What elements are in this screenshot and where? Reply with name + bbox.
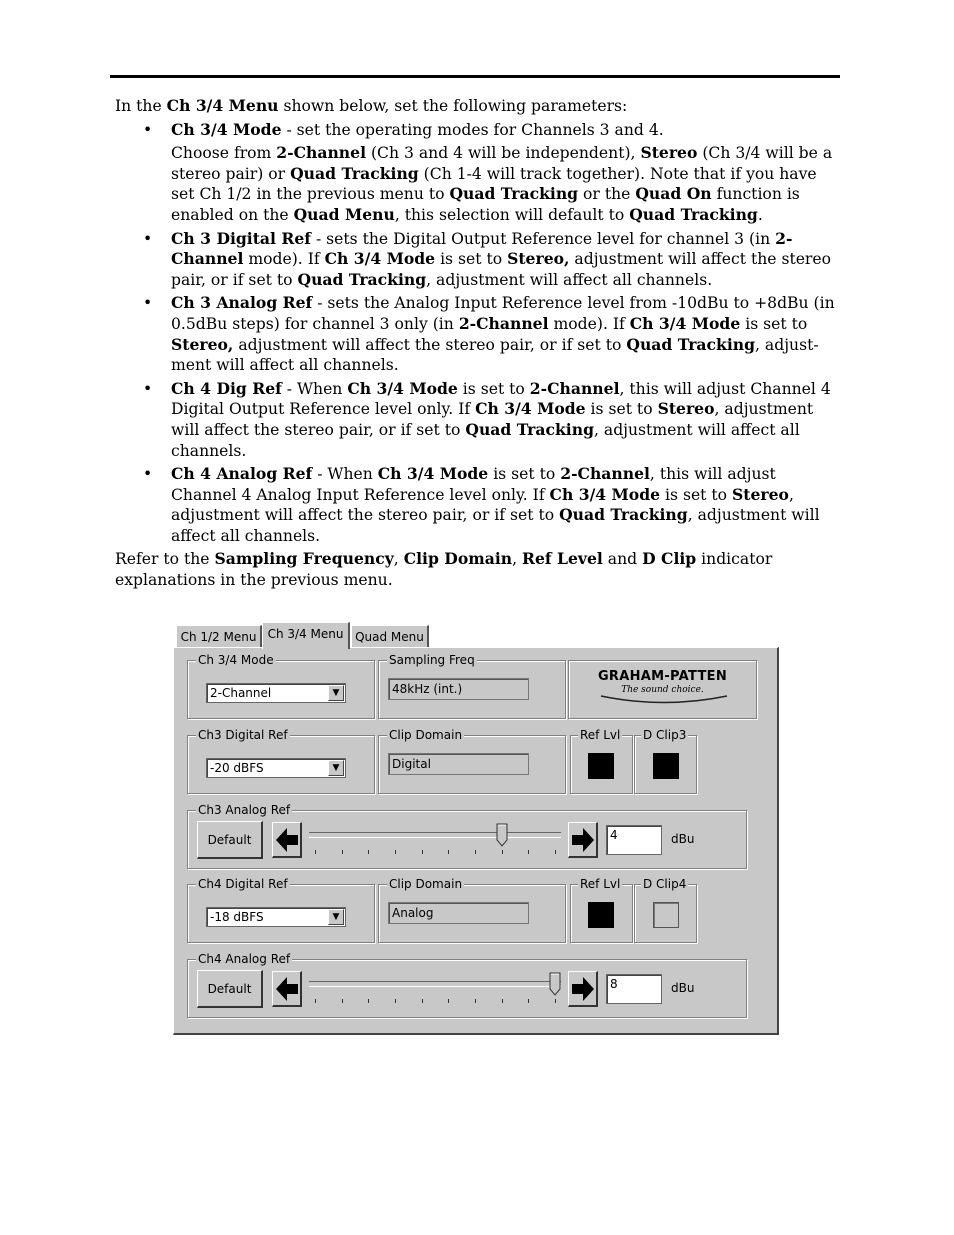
ch3-digital-ref-value: -20 dBFS — [210, 761, 264, 775]
tab-quad-menu[interactable]: Quad Menu — [351, 625, 429, 647]
ch4-dclip-indicator — [653, 902, 679, 928]
logo-tagline: The sound choice. — [621, 685, 704, 695]
ch3-ref-lvl-indicator — [588, 753, 614, 779]
ch3-ref-lvl-group — [570, 728, 633, 794]
ch4-increase-button[interactable] — [568, 971, 598, 1007]
slider-tick — [368, 999, 369, 1003]
ch4-decrease-button[interactable] — [272, 971, 302, 1007]
slider-tick — [315, 999, 316, 1003]
slider-tick — [448, 999, 449, 1003]
ch4-analog-ref-label: Ch4 Analog Ref — [198, 952, 291, 966]
parameter-list — [115, 120, 840, 547]
ch3-decrease-button[interactable] — [272, 822, 302, 858]
sampling-freq-group — [378, 653, 566, 719]
sampling-freq-display: 48kHz (int.) — [388, 678, 529, 700]
ch3-unit-label: dBu — [671, 832, 695, 846]
slider-tick — [395, 999, 396, 1003]
slider-tick — [395, 850, 396, 854]
list-item: • Ch 3 Digital Ref - sets the Digital Output Reference level for channel 3 (in 2-Channel mode). If Ch 3/4 Mode is set to Stereo, adjustment will affect the stereo pair, or if set to Quad Tracking, adjustment will affect all channels. — [115, 229, 840, 291]
ch3-digital-ref-label: Ch3 Digital Ref — [198, 728, 288, 742]
ch34-mode-group — [187, 653, 375, 719]
slider-tick — [528, 999, 529, 1003]
slider-tick — [555, 850, 556, 854]
list-item: • Ch 4 Dig Ref - When Ch 3/4 Mode is set to 2-Channel, this will adjust Channel 4 Digital Output Reference level only. If Ch 3/4 Mode is set to Stereo, adjustment will affect the stereo pair, or if set to Quad Tracking, adjustment will affect all channels. — [115, 379, 840, 461]
ch4-digital-ref-label: Ch4 Digital Ref — [198, 877, 288, 891]
chevron-down-icon[interactable]: ▼ — [328, 685, 344, 701]
slider-tick — [342, 999, 343, 1003]
tab-ch34-menu[interactable]: Ch 3/4 Menu — [262, 622, 350, 649]
ch34-mode-value: 2-Channel — [210, 686, 272, 700]
ch4-slider-track — [309, 981, 561, 987]
slider-tick — [502, 999, 503, 1003]
ch3-analog-ref-label: Ch3 Analog Ref — [198, 803, 291, 817]
slider-tick — [475, 850, 476, 854]
ch3-ref-lvl-label: Ref Lvl — [580, 728, 621, 742]
ch4-ref-lvl-group — [570, 877, 633, 943]
slider-tick — [315, 850, 316, 854]
ch4-digital-ref-select[interactable] — [206, 907, 346, 927]
ch4-unit-label: dBu — [671, 981, 695, 995]
ch3-clip-domain-display: Digital — [388, 753, 529, 775]
arrow-left-icon — [273, 823, 301, 857]
arrow-right-icon — [569, 823, 597, 857]
ch4-ref-lvl-label: Ref Lvl — [580, 877, 621, 891]
logo-swoosh-icon — [599, 693, 729, 707]
document-body — [115, 96, 840, 591]
ch3-clip-domain-label: Clip Domain — [389, 728, 463, 742]
ch3-digital-ref-select[interactable] — [206, 758, 346, 778]
list-item-detail: Choose from 2-Channel (Ch 3 and 4 will be independent), Stereo (Ch 3/4 will be a stereo pair) or Quad Tracking (Ch 1-4 will track together). Note that if you have set Ch 1/2 in the previous menu to Quad Tracking or the Quad On function is enabled on the Quad Menu, this selection will default to Quad Tracking. — [171, 143, 833, 224]
ch34-mode-select[interactable] — [206, 683, 346, 703]
ch3-analog-value-input[interactable]: 4 — [606, 825, 662, 855]
slider-tick — [555, 999, 556, 1003]
ch3-dclip-indicator — [653, 753, 679, 779]
tab-ch12-menu[interactable]: Ch 1/2 Menu — [176, 625, 262, 647]
slider-tick — [342, 850, 343, 854]
slider-tick — [502, 850, 503, 854]
ch3-clip-domain-group — [378, 728, 566, 794]
ch4-digital-ref-group — [187, 877, 375, 943]
ch3-default-button[interactable]: Default — [197, 821, 263, 859]
arrow-right-icon — [569, 972, 597, 1006]
graham-patten-logo: GRAHAM-PATTEN — [597, 669, 728, 684]
ch3-digital-ref-group — [187, 728, 375, 794]
list-item: • Ch 3 Analog Ref - sets the Analog Input Reference level from -10dBu to +8dBu (in 0.5dBu steps) for channel 3 only (in 2-Channel mode). If Ch 3/4 Mode is set to Stereo, adjustment will affect the stereo pair, or if set to Quad Tracking, adjust-ment will affect all channels. — [115, 293, 840, 375]
ch3-dclip-group — [634, 728, 697, 794]
slider-tick — [422, 999, 423, 1003]
ch3-dclip-label: D Clip3 — [643, 728, 687, 742]
list-item: • Ch 4 Analog Ref - When Ch 3/4 Mode is set to 2-Channel, this will adjust Channel 4 Analog Input Reference level only. If Ch 3/4 Mode is set to Stereo, adjustment will affect the stereo pair, or if set to Quad Tracking, adjustment will affect all channels. — [115, 464, 840, 546]
ch4-clip-domain-label: Clip Domain — [389, 877, 463, 891]
slider-tick — [528, 850, 529, 854]
sampling-freq-label: Sampling Freq — [389, 653, 475, 667]
logo-box — [568, 660, 757, 719]
ch4-analog-ref-group — [187, 952, 747, 1018]
ch34-mode-label: Ch 3/4 Mode — [198, 653, 274, 667]
ch4-default-button[interactable]: Default — [197, 970, 263, 1008]
ch34-menu-dialog — [173, 623, 779, 1035]
ch4-dclip-label: D Clip4 — [643, 877, 687, 891]
chevron-down-icon[interactable]: ▼ — [328, 909, 344, 925]
chevron-down-icon[interactable]: ▼ — [328, 760, 344, 776]
header-rule — [110, 75, 840, 78]
refer-paragraph: Refer to the Sampling Frequency, Clip Domain, Ref Level and D Clip indicator explanations in the previous menu. — [115, 549, 773, 590]
ch3-slider-track — [309, 832, 561, 838]
ch3-analog-ref-group — [187, 803, 747, 869]
slider-tick — [448, 850, 449, 854]
list-item: • Ch 3/4 Mode - set the operating modes for Channels 3 and 4. Choose from 2-Channel (Ch 3 and 4 will be independent), Stereo (Ch 3/4 will be a stereo pair) or Quad Tracking (Ch 1-4 will track together). Note that if you have set Ch 1/2 in the previous menu to Quad Tracking or the Quad On function is enabled on the Quad Menu, this selection will default to Quad Tracking. — [115, 120, 840, 226]
intro-paragraph: In the Ch 3/4 Menu shown below, set the following parameters: — [115, 96, 628, 115]
ch4-clip-domain-group — [378, 877, 566, 943]
ch4-digital-ref-value: -18 dBFS — [210, 910, 264, 924]
slider-tick — [475, 999, 476, 1003]
ch4-ref-lvl-indicator — [588, 902, 614, 928]
ch3-increase-button[interactable] — [568, 822, 598, 858]
ch4-slider-thumb[interactable] — [549, 972, 561, 996]
ch4-analog-value-input[interactable]: 8 — [606, 974, 662, 1004]
ch4-clip-domain-display: Analog — [388, 902, 529, 924]
slider-tick — [422, 850, 423, 854]
arrow-left-icon — [273, 972, 301, 1006]
ch4-dclip-group — [634, 877, 697, 943]
menu-panel — [173, 647, 779, 1035]
slider-tick — [368, 850, 369, 854]
ch3-slider-thumb[interactable] — [496, 823, 508, 847]
